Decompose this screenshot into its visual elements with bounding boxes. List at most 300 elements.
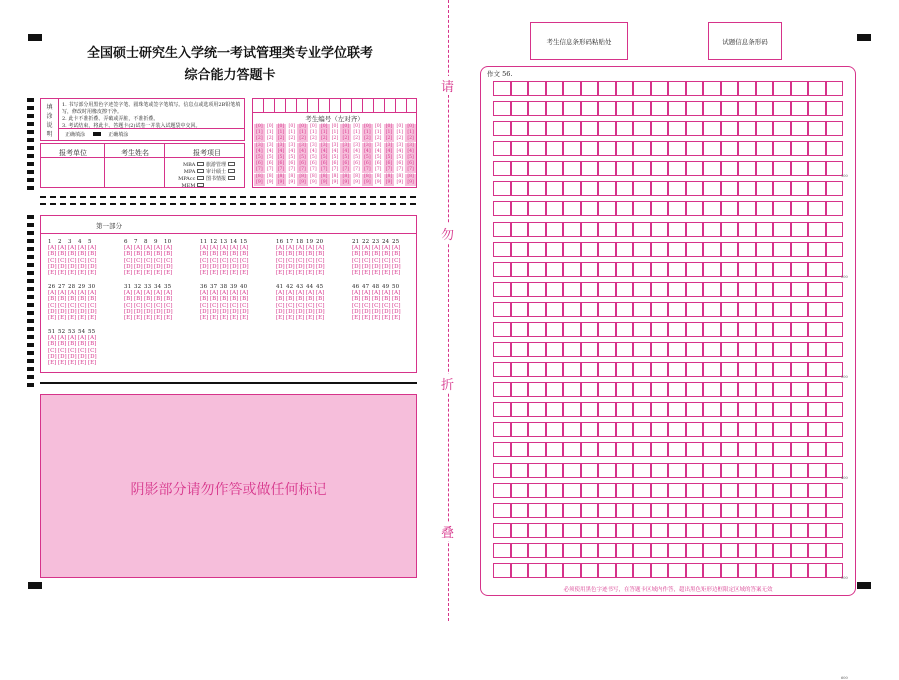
essay-cell[interactable] [668,322,686,337]
answer-bubble[interactable]: [D] [276,308,285,315]
essay-cell[interactable] [493,282,511,297]
essay-cell[interactable] [581,563,599,578]
answer-bubble[interactable]: [D] [306,263,315,270]
essay-cell[interactable] [808,121,826,136]
essay-cell[interactable] [738,382,756,397]
essay-cell[interactable] [616,382,634,397]
answer-bubble[interactable]: [D] [382,263,391,270]
answer-bubble[interactable]: [D] [372,263,381,270]
essay-cell[interactable] [616,463,634,478]
essay-cell[interactable] [598,262,616,277]
essay-cell[interactable] [791,161,809,176]
answer-bubble[interactable]: [C] [276,302,285,309]
essay-cell[interactable] [651,302,669,317]
essay-cell[interactable] [826,242,844,257]
digit-bubble[interactable]: [6] [297,161,308,167]
checkbox[interactable] [228,169,235,173]
essay-cell[interactable] [808,141,826,156]
essay-cell[interactable] [703,161,721,176]
essay-cell[interactable] [493,442,511,457]
essay-cell[interactable] [773,201,791,216]
essay-cell[interactable] [581,362,599,377]
essay-cell[interactable] [493,563,511,578]
essay-cell[interactable] [721,302,739,317]
essay-cell[interactable] [616,483,634,498]
answer-bubble[interactable]: [C] [134,302,143,309]
answer-bubble[interactable]: [D] [88,308,97,315]
digit-bubble[interactable]: [6] [319,161,330,167]
digit-bubble[interactable]: [2] [374,136,382,142]
essay-cell[interactable] [721,523,739,538]
essay-cell[interactable] [826,101,844,116]
essay-cell[interactable] [773,242,791,257]
essay-cell[interactable] [826,483,844,498]
digit-bubble[interactable]: [8] [254,174,265,180]
digit-bubble[interactable]: [6] [288,161,296,167]
answer-bubble[interactable]: [E] [316,270,325,277]
essay-cell[interactable] [668,422,686,437]
answer-bubble[interactable]: [A] [220,245,229,252]
digit-bubble[interactable]: [2] [384,136,395,142]
answer-bubble[interactable]: [C] [124,302,133,309]
answer-bubble[interactable]: [C] [286,302,295,309]
checkbox[interactable] [197,169,204,173]
answer-bubble[interactable]: [D] [382,308,391,315]
answer-bubble[interactable]: [D] [154,308,163,315]
essay-cell[interactable] [738,121,756,136]
essay-cell[interactable] [651,181,669,196]
essay-cell[interactable] [686,483,704,498]
essay-cell[interactable] [686,101,704,116]
essay-cell[interactable] [668,362,686,377]
essay-cell[interactable] [668,222,686,237]
essay-cell[interactable] [581,181,599,196]
essay-cell[interactable] [511,101,529,116]
essay-cell[interactable] [791,121,809,136]
essay-cell[interactable] [826,222,844,237]
essay-cell[interactable] [738,242,756,257]
digit-bubble[interactable]: [9] [276,180,287,186]
essay-cell[interactable] [633,382,651,397]
essay-cell[interactable] [686,402,704,417]
essay-cell[interactable] [721,161,739,176]
digit-bubble[interactable]: [0] [297,124,308,130]
essay-cell[interactable] [791,222,809,237]
essay-cell[interactable] [598,222,616,237]
essay-cell[interactable] [668,342,686,357]
essay-cell[interactable] [651,282,669,297]
answer-bubble[interactable]: [A] [362,290,371,297]
digit-bubble[interactable]: [8] [331,173,339,179]
essay-cell[interactable] [528,262,546,277]
digit-bubble[interactable]: [5] [396,155,404,160]
essay-cell[interactable] [808,101,826,116]
answer-bubble[interactable]: [E] [78,360,87,367]
digit-bubble[interactable]: [1] [276,130,287,136]
answer-bubble[interactable]: [E] [68,360,77,367]
digit-bubble[interactable]: [1] [254,130,265,136]
answer-bubble[interactable]: [A] [392,290,401,297]
answer-bubble[interactable]: [D] [352,308,361,315]
essay-cell[interactable] [633,483,651,498]
essay-cell[interactable] [651,101,669,116]
essay-cell[interactable] [703,282,721,297]
answer-bubble[interactable]: [E] [230,270,239,277]
digit-bubble[interactable]: [8] [405,174,416,180]
essay-cell[interactable] [528,302,546,317]
essay-cell[interactable] [598,302,616,317]
essay-cell[interactable] [756,121,774,136]
answer-bubble[interactable]: [B] [392,251,401,258]
essay-cell[interactable] [738,222,756,237]
essay-cell[interactable] [633,302,651,317]
answer-bubble[interactable]: [D] [78,353,87,360]
digit-bubble[interactable]: [8] [288,173,296,179]
essay-cell[interactable] [703,242,721,257]
essay-cell[interactable] [721,141,739,156]
answer-bubble[interactable]: [A] [316,245,325,252]
essay-cell[interactable] [791,362,809,377]
answer-bubble[interactable]: [E] [48,360,57,367]
essay-cell[interactable] [493,503,511,518]
essay-cell[interactable] [703,402,721,417]
essay-cell[interactable] [738,362,756,377]
essay-cell[interactable] [651,121,669,136]
digit-bubble[interactable]: [7] [276,167,287,173]
essay-cell[interactable] [756,483,774,498]
essay-cell[interactable] [616,161,634,176]
essay-cell[interactable] [598,201,616,216]
answer-bubble[interactable]: [A] [276,290,285,297]
digit-bubble[interactable]: [4] [396,148,404,154]
answer-bubble[interactable]: [B] [306,296,315,303]
answer-bubble[interactable]: [B] [372,251,381,258]
essay-cell[interactable] [563,342,581,357]
essay-cell[interactable] [616,201,634,216]
digit-bubble[interactable]: [5] [374,155,382,160]
essay-cell[interactable] [563,262,581,277]
digit-bubble[interactable]: [6] [396,161,404,167]
essay-cell[interactable] [703,201,721,216]
answer-bubble[interactable]: [B] [240,251,249,258]
essay-cell[interactable] [581,342,599,357]
digit-bubble[interactable]: [0] [340,124,351,130]
answer-bubble[interactable]: [E] [296,315,305,322]
essay-cell[interactable] [546,322,564,337]
essay-cell[interactable] [773,141,791,156]
essay-cell[interactable] [511,262,529,277]
essay-cell[interactable] [633,201,651,216]
answer-bubble[interactable]: [B] [78,341,87,348]
answer-bubble[interactable]: [E] [154,270,163,277]
digit-bubble[interactable]: [4] [362,149,373,155]
essay-cell[interactable] [546,483,564,498]
answer-bubble[interactable]: [D] [68,308,77,315]
essay-cell[interactable] [721,322,739,337]
essay-cell[interactable] [493,422,511,437]
digit-bubble[interactable]: [9] [331,179,339,185]
essay-cell[interactable] [651,141,669,156]
answer-bubble[interactable]: [D] [58,308,67,315]
answer-bubble[interactable]: [A] [306,290,315,297]
answer-bubble[interactable]: [D] [200,263,209,270]
essay-cell[interactable] [563,181,581,196]
answer-bubble[interactable]: [D] [134,263,143,270]
digit-bubble[interactable]: [2] [266,136,274,142]
answer-bubble[interactable]: [C] [88,302,97,309]
essay-cell[interactable] [703,543,721,558]
answer-bubble[interactable]: [D] [316,308,325,315]
essay-cell[interactable] [826,402,844,417]
essay-cell[interactable] [703,342,721,357]
essay-cell[interactable] [756,302,774,317]
essay-cell[interactable] [581,463,599,478]
answer-bubble[interactable]: [B] [220,251,229,258]
essay-cell[interactable] [791,201,809,216]
essay-cell[interactable] [703,181,721,196]
answer-bubble[interactable]: [E] [306,270,315,277]
essay-cell[interactable] [756,141,774,156]
answer-bubble[interactable]: [D] [58,353,67,360]
answer-bubble[interactable]: [E] [230,315,239,322]
essay-cell[interactable] [791,483,809,498]
essay-cell[interactable] [668,141,686,156]
essay-cell[interactable] [511,402,529,417]
essay-cell[interactable] [756,181,774,196]
answer-bubble[interactable]: [A] [78,245,87,252]
essay-cell[interactable] [563,322,581,337]
answer-bubble[interactable]: [B] [276,296,285,303]
essay-cell[interactable] [686,181,704,196]
digit-bubble[interactable]: [3] [384,143,395,149]
answer-bubble[interactable]: [B] [164,251,173,258]
digit-bubble[interactable]: [7] [340,167,351,173]
answer-bubble[interactable]: [D] [240,263,249,270]
essay-cell[interactable] [598,141,616,156]
essay-cell[interactable] [598,161,616,176]
answer-bubble[interactable]: [E] [124,270,133,277]
digit-bubble[interactable]: [1] [405,130,416,136]
essay-cell[interactable] [826,81,844,96]
essay-cell[interactable] [738,342,756,357]
answer-bubble[interactable]: [B] [286,296,295,303]
essay-cell[interactable] [756,222,774,237]
essay-cell[interactable] [581,282,599,297]
answer-bubble[interactable]: [E] [200,270,209,277]
answer-bubble[interactable]: [B] [200,251,209,258]
essay-cell[interactable] [651,442,669,457]
digit-bubble[interactable]: [2] [331,136,339,142]
essay-cell[interactable] [686,222,704,237]
essay-cell[interactable] [808,161,826,176]
essay-cell[interactable] [791,282,809,297]
essay-cell[interactable] [493,322,511,337]
answer-bubble[interactable]: [D] [352,263,361,270]
essay-cell[interactable] [616,543,634,558]
digit-bubble[interactable]: [6] [362,161,373,167]
essay-cell[interactable] [633,322,651,337]
essay-cell[interactable] [616,81,634,96]
essay-cell[interactable] [721,362,739,377]
digit-bubble[interactable]: [4] [319,149,330,155]
essay-cell[interactable] [546,101,564,116]
answer-bubble[interactable]: [E] [164,315,173,322]
digit-bubble[interactable]: [1] [396,130,404,136]
answer-bubble[interactable]: [C] [352,257,361,264]
digit-bubble[interactable]: [8] [362,174,373,180]
essay-cell[interactable] [651,81,669,96]
answer-bubble[interactable]: [C] [230,302,239,309]
essay-cell[interactable] [791,463,809,478]
essay-cell[interactable] [756,161,774,176]
digit-bubble[interactable]: [9] [405,180,416,186]
answer-bubble[interactable]: [D] [68,353,77,360]
answer-bubble[interactable]: [E] [134,315,143,322]
answer-bubble[interactable]: [B] [296,296,305,303]
answer-bubble[interactable]: [C] [306,302,315,309]
essay-cell[interactable] [633,222,651,237]
digit-bubble[interactable]: [7] [319,167,330,173]
digit-bubble[interactable]: [8] [266,173,274,179]
essay-cell[interactable] [493,463,511,478]
essay-cell[interactable] [651,463,669,478]
digit-bubble[interactable]: [4] [276,149,287,155]
essay-cell[interactable] [826,523,844,538]
essay-cell[interactable] [826,201,844,216]
digit-bubble[interactable]: [3] [353,142,360,148]
essay-cell[interactable] [808,302,826,317]
essay-cell[interactable] [493,222,511,237]
essay-cell[interactable] [581,382,599,397]
essay-cell[interactable] [703,262,721,277]
essay-cell[interactable] [581,543,599,558]
essay-cell[interactable] [686,442,704,457]
essay-cell[interactable] [808,463,826,478]
essay-cell[interactable] [808,483,826,498]
digit-bubble[interactable]: [8] [374,173,382,179]
essay-cell[interactable] [616,563,634,578]
essay-cell[interactable] [493,81,511,96]
answer-bubble[interactable]: [D] [48,308,57,315]
essay-cell[interactable] [651,382,669,397]
answer-bubble[interactable]: [B] [200,296,209,303]
digit-bubble[interactable]: [3] [297,143,308,149]
digit-bubble[interactable]: [5] [384,155,395,161]
essay-cell[interactable] [528,442,546,457]
essay-cell[interactable] [633,242,651,257]
answer-bubble[interactable]: [E] [220,315,229,322]
essay-cell[interactable] [581,422,599,437]
essay-cell[interactable] [756,402,774,417]
answer-bubble[interactable]: [E] [276,270,285,277]
essay-cell[interactable] [738,81,756,96]
essay-cell[interactable] [563,302,581,317]
essay-cell[interactable] [756,322,774,337]
essay-cell[interactable] [668,463,686,478]
essay-cell[interactable] [773,402,791,417]
answer-bubble[interactable]: [B] [306,251,315,258]
essay-cell[interactable] [738,201,756,216]
digit-bubble[interactable]: [1] [310,130,317,136]
essay-cell[interactable] [493,302,511,317]
answer-bubble[interactable]: [A] [88,245,97,252]
essay-cell[interactable] [633,101,651,116]
answer-bubble[interactable]: [E] [88,270,97,277]
essay-cell[interactable] [756,503,774,518]
digit-bubble[interactable]: [0] [276,124,287,130]
answer-bubble[interactable]: [C] [276,257,285,264]
essay-cell[interactable] [791,442,809,457]
essay-cell[interactable] [528,543,546,558]
essay-cell[interactable] [563,463,581,478]
essay-cell[interactable] [756,101,774,116]
essay-cell[interactable] [546,161,564,176]
essay-cell[interactable] [546,523,564,538]
essay-cell[interactable] [511,81,529,96]
essay-cell[interactable] [493,362,511,377]
essay-cell[interactable] [773,382,791,397]
essay-cell[interactable] [616,181,634,196]
essay-cell[interactable] [721,242,739,257]
essay-cell[interactable] [721,101,739,116]
digit-bubble[interactable]: [3] [362,143,373,149]
essay-cell[interactable] [686,161,704,176]
essay-cell[interactable] [738,181,756,196]
essay-cell[interactable] [808,442,826,457]
digit-bubble[interactable]: [1] [340,130,351,136]
digit-bubble[interactable]: [8] [353,173,360,179]
essay-cell[interactable] [808,282,826,297]
essay-cell[interactable] [563,503,581,518]
answer-bubble[interactable]: [A] [78,290,87,297]
answer-bubble[interactable]: [D] [392,263,401,270]
answer-bubble[interactable]: [C] [154,257,163,264]
essay-cell[interactable] [616,282,634,297]
answer-bubble[interactable]: [B] [68,296,77,303]
essay-cell[interactable] [721,222,739,237]
essay-cell[interactable] [563,201,581,216]
essay-cell[interactable] [651,242,669,257]
essay-cell[interactable] [511,523,529,538]
answer-bubble[interactable]: [A] [124,290,133,297]
answer-bubble[interactable]: [E] [392,315,401,322]
essay-cell[interactable] [528,101,546,116]
answer-bubble[interactable]: [E] [68,270,77,277]
essay-cell[interactable] [791,402,809,417]
essay-cell[interactable] [546,402,564,417]
answer-bubble[interactable]: [C] [154,302,163,309]
essay-cell[interactable] [511,442,529,457]
essay-cell[interactable] [616,141,634,156]
digit-bubble[interactable]: [5] [362,155,373,161]
answer-bubble[interactable]: [B] [154,251,163,258]
essay-cell[interactable] [791,503,809,518]
answer-bubble[interactable]: [C] [210,302,219,309]
essay-cell[interactable] [511,282,529,297]
essay-cell[interactable] [826,282,844,297]
digit-bubble[interactable]: [1] [297,130,308,136]
essay-cell[interactable] [703,563,721,578]
answer-bubble[interactable]: [B] [372,296,381,303]
essay-cell[interactable] [756,201,774,216]
answer-bubble[interactable]: [C] [352,302,361,309]
answer-bubble[interactable]: [E] [362,315,371,322]
essay-cell[interactable] [756,463,774,478]
essay-cell[interactable] [598,523,616,538]
digit-bubble[interactable]: [4] [384,149,395,155]
answer-bubble[interactable]: [D] [220,308,229,315]
essay-cell[interactable] [756,342,774,357]
